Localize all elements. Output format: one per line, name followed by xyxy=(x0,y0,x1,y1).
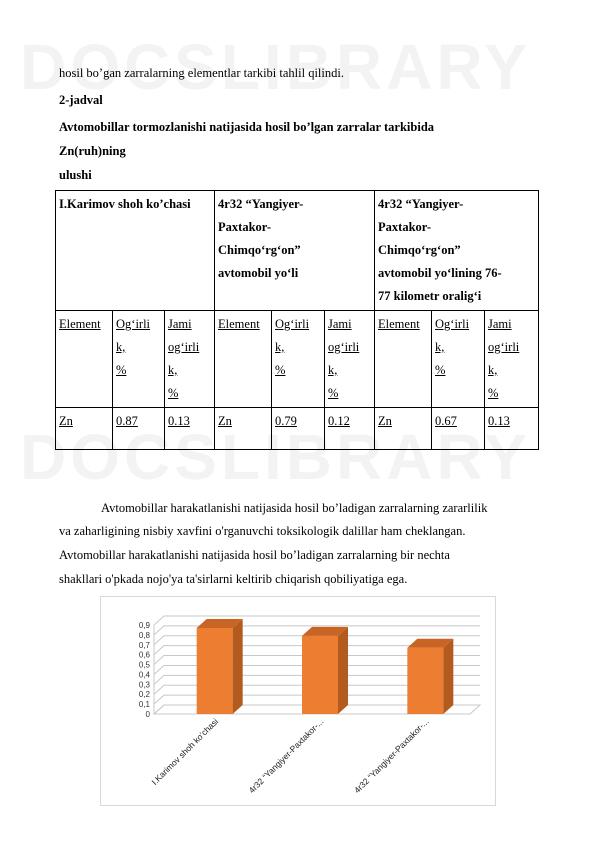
table-cell: 0.12 xyxy=(325,408,375,450)
x-tick-label: I.Karimov shoh ko’chasi xyxy=(149,716,221,787)
subheader-line: og‘irli xyxy=(328,340,360,354)
subheader-cell xyxy=(485,311,539,408)
y-tick-label: 0,5 xyxy=(138,660,150,670)
subheader-cell xyxy=(325,311,375,408)
subheader-line: Og‘irli xyxy=(116,317,151,331)
bar xyxy=(407,648,443,714)
table-caption: Zn(ruh)ning xyxy=(59,144,126,158)
subheader-cell xyxy=(432,311,485,408)
bar-side xyxy=(338,627,348,714)
subheader-line: Jami xyxy=(328,317,352,331)
subheader-line: k, xyxy=(488,363,498,377)
subheader-line: k, xyxy=(435,340,445,354)
x-tick-label: 4r32 “Yangiyer-Paxtakor-... xyxy=(246,716,326,796)
header-line: I.Karimov shoh ko’chasi xyxy=(59,197,191,211)
subheader-cell xyxy=(113,311,165,408)
subheader-line: Og‘irli xyxy=(435,317,470,331)
intro-text: hosil bo’gan zarralarning elementlar tarkibi tahlil qilindi. xyxy=(59,66,344,80)
y-tick-label: 0,9 xyxy=(138,621,150,630)
y-tick-label: 0,7 xyxy=(138,640,150,650)
body-paragraph: shakllari o'pkada nojo'ya ta'sirlarni keltirib chiqarish qobiliyatiga ega. xyxy=(59,572,408,586)
table-cell: 0.13 xyxy=(165,408,215,450)
header-line: avtomobil yo‘li xyxy=(218,266,299,280)
table-cell: 0.13 xyxy=(485,408,539,450)
bar xyxy=(197,628,233,714)
table-cell: Zn xyxy=(375,408,432,450)
subheader-line: Element xyxy=(218,317,260,331)
subheader-line: Element xyxy=(59,317,101,331)
body-paragraph: Avtomobillar harakatlanishi natijasida hosil bo’ladigan zarralarning zararlilik xyxy=(101,501,488,515)
subheader-cell xyxy=(215,311,272,408)
table-caption: Avtomobillar tormozlanishi natijasida hosil bo’lgan zarralar tarkibida xyxy=(59,120,435,134)
zn-share-chart xyxy=(100,596,496,806)
table-cell: 0.67 xyxy=(432,408,485,450)
header-line: Chimqo‘rg‘on” xyxy=(378,243,461,257)
subheader-cell xyxy=(56,311,113,408)
table-caption: ulushi xyxy=(59,168,92,182)
header-cell xyxy=(215,191,375,311)
header-cell xyxy=(375,191,539,311)
subheader-line: % xyxy=(116,363,127,377)
y-tick-label: 0,2 xyxy=(138,690,150,700)
header-line: 4r32 “Yangiyer- xyxy=(218,197,304,211)
header-line: Chimqo‘rg‘on” xyxy=(218,243,301,257)
subheader-line: k, xyxy=(168,363,178,377)
subheader-line: Element xyxy=(378,317,420,331)
table-cell: Zn xyxy=(215,408,272,450)
y-tick-label: 0 xyxy=(145,710,150,719)
table-cell: 0.87 xyxy=(113,408,165,450)
y-tick-label: 0,6 xyxy=(138,650,150,660)
subheader-line: og‘irli xyxy=(168,340,200,354)
composition-table xyxy=(55,190,539,450)
x-tick-label: 4r32 “Yangiyer-Paxtakor-... xyxy=(351,716,431,796)
bar-side xyxy=(233,619,243,714)
subheader-line: % xyxy=(168,386,179,400)
subheader-cell xyxy=(272,311,325,408)
header-line: 77 kilometr oralig‘i xyxy=(378,289,482,303)
table-label: 2-jadval xyxy=(59,93,103,107)
y-tick-label: 0,8 xyxy=(138,630,150,640)
header-cell xyxy=(56,191,215,311)
subheader-cell xyxy=(165,311,215,408)
header-line: Paxtakor- xyxy=(378,220,432,234)
subheader-line: % xyxy=(328,386,339,400)
y-tick-label: 0,3 xyxy=(138,680,150,690)
table-cell: 0.79 xyxy=(272,408,325,450)
table-cell: Zn xyxy=(56,408,113,450)
bar-side xyxy=(443,639,453,714)
subheader-line: k, xyxy=(328,363,338,377)
y-tick-label: 0,1 xyxy=(138,700,150,710)
subheader-line: % xyxy=(275,363,286,377)
header-line: 4r32 “Yangiyer- xyxy=(378,197,464,211)
body-paragraph: Avtomobillar harakatlanishi natijasida hosil bo’ladigan zarralarning bir nechta xyxy=(59,548,450,562)
subheader-line: Jami xyxy=(168,317,192,331)
subheader-cell xyxy=(375,311,432,408)
subheader-line: Jami xyxy=(488,317,512,331)
header-line: Paxtakor- xyxy=(218,220,272,234)
subheader-line: og‘irli xyxy=(488,340,520,354)
header-line: avtomobil yo‘lining 76- xyxy=(378,266,502,280)
y-tick-label: 0,4 xyxy=(138,670,150,680)
bar xyxy=(302,636,338,714)
subheader-line: k, xyxy=(116,340,126,354)
subheader-line: % xyxy=(435,363,446,377)
subheader-line: % xyxy=(488,386,499,400)
subheader-line: k, xyxy=(275,340,285,354)
body-paragraph: va zaharligining nisbiy xavfini o'rganuvchi toksikologik dalillar ham cheklangan. xyxy=(59,524,466,538)
subheader-line: Og‘irli xyxy=(275,317,310,331)
